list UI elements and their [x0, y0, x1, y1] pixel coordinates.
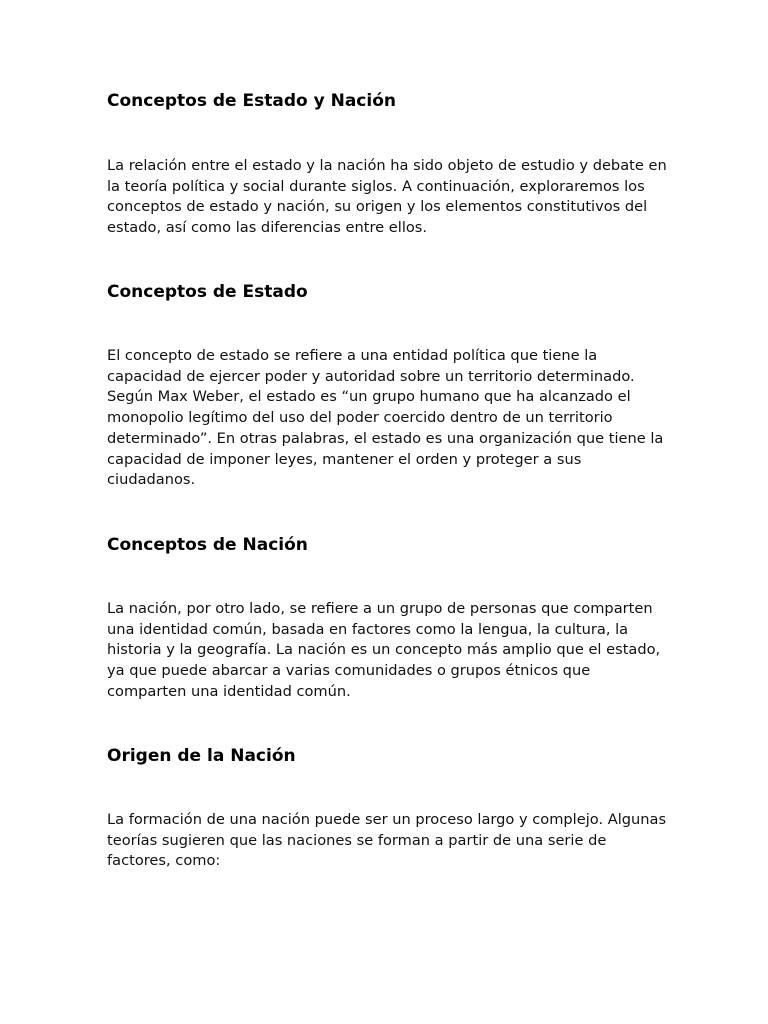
intro-paragraph: La relación entre el estado y la nación ha sido objeto de estudio y debate en la teoría política y social durante siglos. A continuación, exploraremos los conceptos de estado y nación, su origen y los elementos constitutivos del estado, así como las diferencias entre ellos.	[107, 157, 667, 237]
section-heading-origen: Origen de la Nación	[107, 746, 296, 766]
section-body-estado: El concepto de estado se refiere a una entidad política que tiene la capacidad de ejercer poder y autoridad sobre un territorio determinado. Según Max Weber, el estado es “un grupo humano que ha alcanzado el monopolio legítimo del uso del poder coercido dentro de un territorio determinado”. En otras palabras, el estado es una organización que tiene la capacidad de imponer leyes, mantener el orden y proteger a sus ciudadanos.	[107, 347, 664, 489]
section-body-nacion: La nación, por otro lado, se refiere a un grupo de personas que comparten una identidad común, basada en factores como la lengua, la cultura, la historia y la geografía. La nación es un concepto más amplio que el estado, ya que puede abarcar a varias comunidades o grupos étnicos que comparten una identidad común.	[107, 600, 661, 700]
section-heading-estado: Conceptos de Estado	[107, 282, 308, 302]
document-title: Conceptos de Estado y Nación	[107, 91, 396, 111]
section-body-origen: La formación de una nación puede ser un proceso largo y complejo. Algunas teorías sugieren que las naciones se forman a partir de una serie de factores, como:	[107, 811, 667, 870]
section-heading-nacion: Conceptos de Nación	[107, 535, 308, 555]
